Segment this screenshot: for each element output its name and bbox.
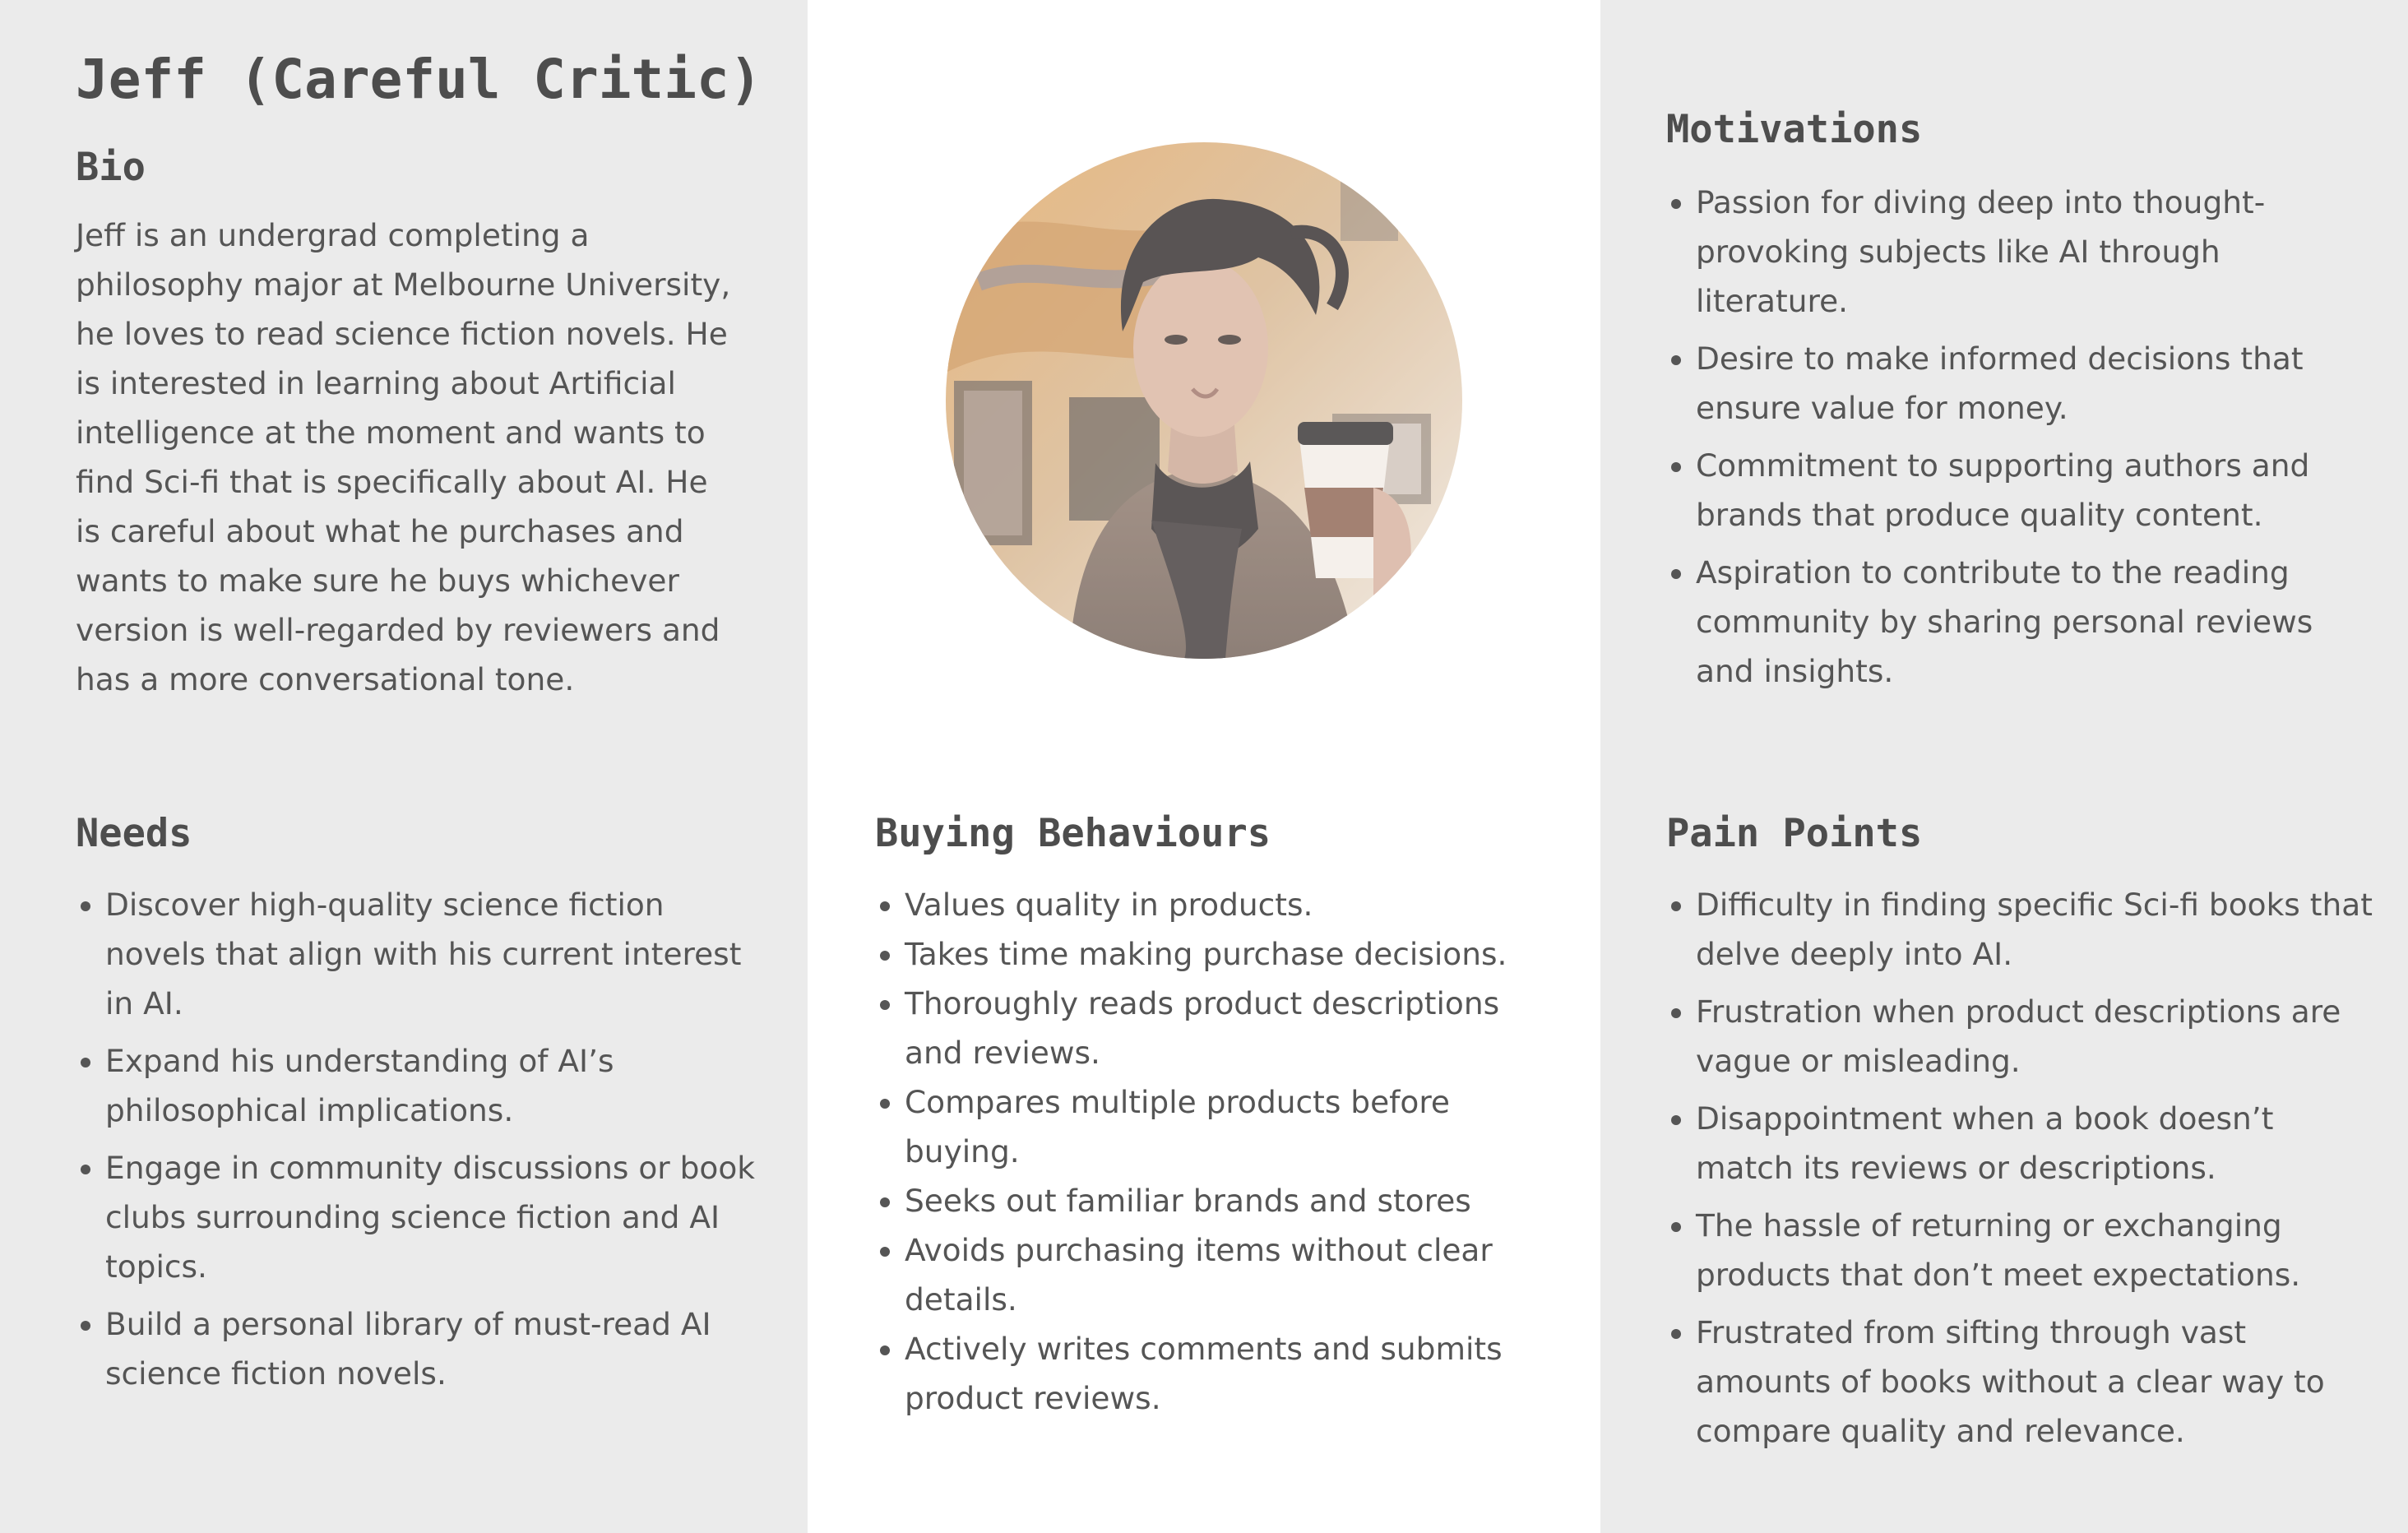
needs-heading: Needs xyxy=(76,811,192,856)
list-item: • Frustration when product descriptions are vague or misleading. xyxy=(1696,987,2378,1086)
needs-list xyxy=(76,880,771,1406)
right-panel xyxy=(1600,0,2408,1533)
list-item: • Passion for diving deep into thought-provoking subjects like AI through literature. xyxy=(1696,178,2378,326)
list-item: • Values quality in products. xyxy=(905,880,1546,929)
buying-behaviours-list xyxy=(875,880,1546,1423)
list-item: • Actively writes comments and submits product reviews. xyxy=(905,1324,1546,1423)
pain-points-heading: Pain Points xyxy=(1666,811,1923,856)
list-item: • Commitment to supporting authors and brands that produce quality content. xyxy=(1696,441,2378,540)
list-item: • Takes time making purchase decisions. xyxy=(905,929,1546,979)
list-item: • Frustrated from sifting through vast amounts of books without a clear way to compare quality and relevance. xyxy=(1696,1308,2378,1456)
persona-name: Jeff (Careful Critic) xyxy=(76,48,762,111)
list-item: • Engage in community discussions or book clubs surrounding science fiction and AI topics. xyxy=(105,1143,771,1291)
list-item: • Build a personal library of must-read AI science fiction novels. xyxy=(105,1299,771,1398)
persona-photo xyxy=(946,142,1462,659)
list-item: • Thoroughly reads product descriptions and reviews. xyxy=(905,979,1546,1077)
bio-heading: Bio xyxy=(76,145,146,190)
left-panel xyxy=(0,0,808,1533)
list-item: • Avoids purchasing items without clear details. xyxy=(905,1225,1546,1324)
portrait-illustration xyxy=(946,142,1462,659)
motivations-heading: Motivations xyxy=(1666,107,1923,152)
list-item: • Aspiration to contribute to the reading community by sharing personal reviews and insights. xyxy=(1696,548,2378,696)
list-item: • Difficulty in finding specific Sci-fi books that delve deeply into AI. xyxy=(1696,880,2378,979)
list-item: • The hassle of returning or exchanging products that don’t meet expectations. xyxy=(1696,1201,2378,1299)
list-item: • Seeks out familiar brands and stores xyxy=(905,1176,1546,1225)
motivations-list xyxy=(1666,178,2378,704)
list-item: • Desire to make informed decisions that ensure value for money. xyxy=(1696,334,2378,433)
list-item: • Compares multiple products before buying. xyxy=(905,1077,1546,1176)
list-item: • Discover high-quality science fiction novels that align with his current interest in AI. xyxy=(105,880,771,1028)
list-item: • Expand his understanding of AI’s philosophical implications. xyxy=(105,1036,771,1135)
bio-text: Jeff is an undergrad completing a philosophy major at Melbourne University, he loves to read science fiction novels. He is interested in learning about Artificial intelligence at the moment and wants to find Sci-fi that is specifically about AI. He is careful about what he purchases and wants to make sure he buys whichever version is well-regarded by reviewers and has a more conversational tone. xyxy=(76,217,731,697)
pain-points-list xyxy=(1666,880,2378,1464)
list-item: • Disappointment when a book doesn’t match its reviews or descriptions. xyxy=(1696,1094,2378,1193)
buying-behaviours-heading: Buying Behaviours xyxy=(875,811,1271,856)
